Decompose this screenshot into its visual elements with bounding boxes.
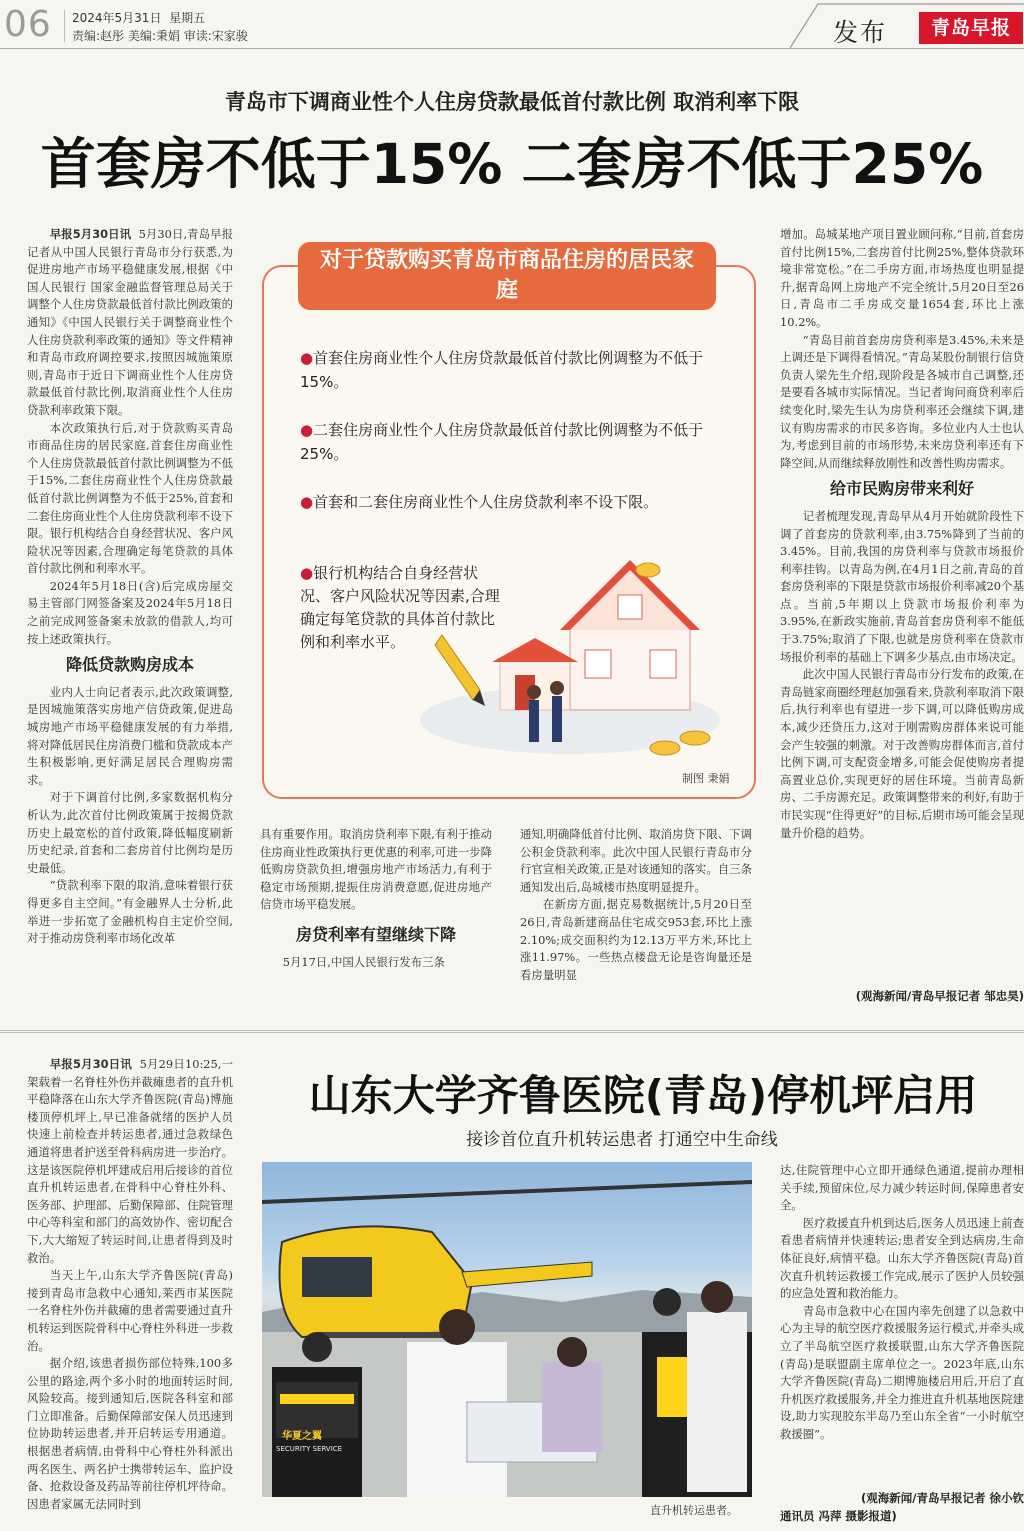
bullet-dot-icon: ● [300, 564, 314, 582]
page-number: 06 [4, 4, 52, 45]
header-divider-vertical [64, 10, 65, 42]
article1-p1: 5月30日,青岛早报记者从中国人民银行青岛市分行获悉,为促进房地产市场平稳健康发展,根据《中国人民银行 国家金融监督管理总局关于调整个人住房贷款最低首付款比例政策的通知》《中国人民银行关于调整商业性个人住房贷款利率政策的通知》等文件精神和青岛市政府调控要求,按照因城施策原则,青岛市于近日下调商业性个人住房贷款最低首付款比例,取消商业性个人住房贷款利率政策下限。 [27, 227, 233, 417]
article1-lead: 早报5月30日讯 [49, 227, 132, 241]
section-name: 发布 [833, 18, 888, 47]
vest-text-2: SECURITY SERVICE [276, 1445, 343, 1453]
article1-c3-p2: 在新房方面,据克易数据统计,5月20日至26日,青岛新建商品住宅成交953套,环比上涨2.10%;成交面积约为12.13万平方米,环比上涨11.97%。一些热点楼盘无论是咨询量还是看房量明显 [520, 897, 752, 982]
issue-date [72, 9, 205, 26]
header-rule [0, 48, 1024, 49]
article2-paragraph [27, 1056, 233, 1267]
paper-name: 青岛早报 [930, 17, 1011, 39]
infobox-credit: 制图 秉娟 [682, 772, 730, 785]
article2-lead: 早报5月30日讯 [49, 1057, 132, 1071]
article2-p5: 医疗救援直升机到达后,医务人员迅速上前查看患者病情并快速转运;患者安全到达病房,生命体征良好,病情平稳。山东大学齐鲁医院(青岛)首次直升机转运救援工作完成,展示了医护人员较强的应急处置和救治能力。 [780, 1215, 1024, 1301]
house-illustration [420, 540, 740, 770]
article2-p6: 青岛市急救中心在国内率先创建了以急救中心为主导的航空医疗救援服务运行模式,并牵头成立了半岛航空医疗救援联盟,山东大学齐鲁医院(青岛)是联盟副主席单位之一。2023年底,山东大学齐鲁医院(青岛)二期博施楼启用后,开启了直升机医疗救援服务,并全力推进直升机基地医院建设,助力实现胶东半岛乃至山东全省“一小时航空救援圈”。 [780, 1303, 1024, 1441]
infobox-bullet-1-text: 首套住房商业性个人住房贷款最低首付款比例调整为不低于15%。 [300, 349, 704, 391]
article2-byline-2: 通讯员 冯萍 摄影报道) [780, 1509, 897, 1523]
infobox-bullet-4-text: 银行机构结合自身经营状况、客户风险状况等因素,合理确定每笔贷款的具体首付款比例和利率水平。 [300, 564, 500, 651]
article1-paragraph [27, 226, 233, 420]
article2-p3: 据介绍,该患者损伤部位特殊,100多公里的路途,两个多小时的地面转运时间,风险较高。接到通知后,医院各科室和部门立即准备。后勤保障部安保人员迅速到位协助转运患者,并开启转运专用通道。根据患者病情,由骨科中心脊柱外科派出两名医生、两名护士携带转运车、监护设备、抢救设备及药品等前往停机坪待命。因患者家属无法同时到 [27, 1356, 233, 1511]
article1-p6: “贷款利率下限的取消,意味着银行获得更多自主空间。”有金融界人士分析,此举进一步拓宽了金融机构自主定价空间,对于推动房贷利率市场化改革 [27, 878, 233, 946]
paper-logo [919, 12, 1023, 44]
infobox-bullet-2 [300, 418, 720, 466]
photo-caption: 直升机转运患者。 [650, 1504, 738, 1517]
article1-c4-p4: 此次中国人民银行青岛市分行发布的政策,在青岛链家商圈经理赵加强看来,贷款利率取消下限后,执行利率也有望进一步下调,可以降低购房成本,减少还贷压力,这对于刚需购房群体来说可能会产生较强的刺激。对于改善购房群体而言,首付比例下调,可支配资金增多,可能会促使购房者提高置业总价,实现更好的居住环境。当前青岛新房、二手房源充足。政策调整带来的利好,有助于市民实现“住得更好”的目标,后期市场可能会呈现量升价稳的趋势。 [780, 667, 1024, 840]
article2-column-right [780, 1162, 1024, 1487]
article1-c4-p3: 记者梳理发现,青岛早从4月开始就阶段性下调了首套房的贷款利率,由3.75%降到了当前的3.45%。目前,我国的房贷利率与贷款市场报价利率挂钩。以青岛为例,在4月1日之前,青岛的首套房贷利率的下限是贷款市场报价利率减20个基点。当前,5年期以上贷款市场报价利率为3.95%,在新政实施前,青岛首套房贷利率不能低于3.75%;取消了下限,也就是房贷利率在贷款市场报价利率的基础上下调多少基点,由市场决定。 [780, 508, 1024, 664]
weekday-text: 星期五 [169, 11, 206, 25]
article2-headline: 山东大学齐鲁医院(青岛)停机坪启用 [308, 1071, 978, 1120]
article1-c2-p1: 具有重要作用。取消房贷利率下限,有利于推动住房商业性政策执行更优惠的利率,可进一步降低购房贷款负担,增强房地产市场活力,有利于稳定市场预期,提振住房消费意愿,促进房地产信贷市场平稳发展。 [260, 827, 492, 912]
bullet-dot-icon: ● [300, 493, 314, 511]
article1-p5: 对于下调首付比例,多家数据机构分析认为,此次首付比例政策属于按揭贷款历史上最宽松的首付政策,降低幅度刷新历史纪录,首套和二套房首付比例均是历史最低。 [27, 790, 233, 875]
article2-p4: 达,住院管理中心立即开通绿色通道,提前办理相关手续,预留床位,尽力减少转运时间,保障患者安全。 [780, 1163, 1024, 1213]
article1-byline: (观海新闻/青岛早报记者 邹忠昊) [855, 989, 1024, 1003]
infobox-title-text: 对于贷款购买青岛市商品住房的居民家庭 [319, 248, 694, 303]
article1-headline: 首套房不低于15% 二套房不低于25% [40, 132, 984, 196]
vest-text-1: 华夏之翼 [282, 1431, 322, 1442]
date-text: 2024年5月31日 [72, 11, 162, 25]
article1-subhead-1: 降低贷款购房成本 [65, 655, 194, 675]
article1-column-3 [520, 826, 752, 1006]
article1-subhead-2: 房贷利率有望继续下降 [295, 924, 456, 944]
article1-p4: 业内人士向记者表示,此次政策调整,是因城施策落实房地产信贷政策,促进岛城房地产市场平稳健康发展的有力举措,将对降低居民住房消费门槛和贷款成本产生积极影响,更好满足居民合理购房需求。 [27, 684, 233, 787]
article2-p2: 当天上午,山东大学齐鲁医院(青岛)接到青岛市急救中心通知,莱西市某医院一名脊柱外伤并截瘫的患者需要通过直升机转运到医院骨科中心脊柱外科进一步救治。 [27, 1268, 233, 1353]
article1-column-1 [27, 226, 233, 1023]
article1-column-2 [260, 826, 492, 1006]
article-separator [0, 1030, 1024, 1033]
article1-c2-p2: 5月17日,中国人民银行发布三条 [282, 954, 445, 969]
article2-column-left [27, 1056, 233, 1521]
infobox-title [298, 242, 716, 310]
article1-subhead-3: 给市民购房带来利好 [829, 479, 974, 499]
bullet-dot-icon: ● [300, 421, 314, 439]
article1-p2: 本次政策执行后,对于贷款购买青岛市商品住房的居民家庭,首套住房商业性个人住房贷款最低首付款比例调整为不低于15%,二套住房商业性个人住房贷款最低首付款比例调整为不低于25%,首套和二套住房商业性个人住房贷款利率不设下限。银行机构结合自身经营状况、客户风险状况等因素,合理确定每笔贷款的具体首付款比例和利率水平。 [27, 420, 233, 576]
article1-p3: 2024年5月18日(含)后完成房屋交易主管部门网签备案及2024年5月18日之前完成网签备案未放款的借款人,均可按上述政策执行。 [27, 578, 233, 646]
article1-c3-p1: 通知,明确降低首付比例、取消房贷下限、下调公积金贷款利率。此次中国人民银行青岛市分行官宣相关政策,正是对该通知的落实。自三条通知发出后,岛城楼市热度明显提升。 [520, 827, 752, 894]
article2-subhead: 接诊首位直升机转运患者 打通空中生命线 [466, 1130, 778, 1150]
infobox-bullet-2-text: 二套住房商业性个人住房贷款最低首付款比例调整为不低于25%。 [300, 421, 704, 463]
article1-c4-p2: “青岛目前首套房房贷利率是3.45%,未来是上调还是下调得看情况。”青岛某股份制银行信贷负责人梁先生介绍,现阶段是各城市自己调整,还是要看各城市实际情况。当记者询问商贷利率后续变化时,梁先生认为房贷利率还会继续下调,建议有购房需求的市民多咨询。多位业内人士也认为,考虑到目前的市场形势,未来房贷利率还有下降空间,从而继续释放刚性和改善性购房需求。 [780, 332, 1024, 470]
infobox-bullet-1 [300, 346, 720, 394]
article1-column-4 [780, 226, 1024, 986]
editor-credits: 责编:赵彤 美编:秉娟 审读:宋家骏 [72, 29, 248, 43]
article1-c4-p1: 增加。岛城某地产项目置业顾问称,“目前,首套房首付比例15%,二套房首付比例25%,整体贷款环境非常宽松。”在二手房方面,市场热度也明显提升,据青岛网上房地产不完全统计,5月20日至26日,青岛市二手房成交量1654套,环比上涨10.2%。 [780, 227, 1024, 329]
helicopter-photo [262, 1162, 752, 1497]
article2-byline-1: (观海新闻/青岛早报记者 徐小钦 [861, 1491, 1024, 1505]
article2-p1: 5月29日10:25,一架载着一名脊柱外伤并截瘫患者的直升机平稳降落在山东大学齐鲁医院(青岛)博施楼顶停机坪上,早已准备就绪的医护人员快速上前检查并转运患者,通过急救绿色通道将患者护送至骨科病房进一步治疗。这是该医院停机坪建成启用后接诊的首位直升机转运患者,在骨科中心脊柱外科、医务部、护理部、后勤保障部、住院管理中心等科室和部门的高效协作、密切配合下,大大缩短了转运时间,让患者得到及时救治。 [27, 1057, 233, 1265]
article1-kicker: 青岛市下调商业性个人住房贷款最低首付款比例 取消利率下限 [224, 89, 800, 114]
bullet-dot-icon: ● [300, 349, 314, 367]
infobox-bullet-3-text: 首套和二套住房商业性个人住房贷款利率不设下限。 [313, 493, 659, 511]
infobox-bullet-3 [300, 490, 720, 514]
